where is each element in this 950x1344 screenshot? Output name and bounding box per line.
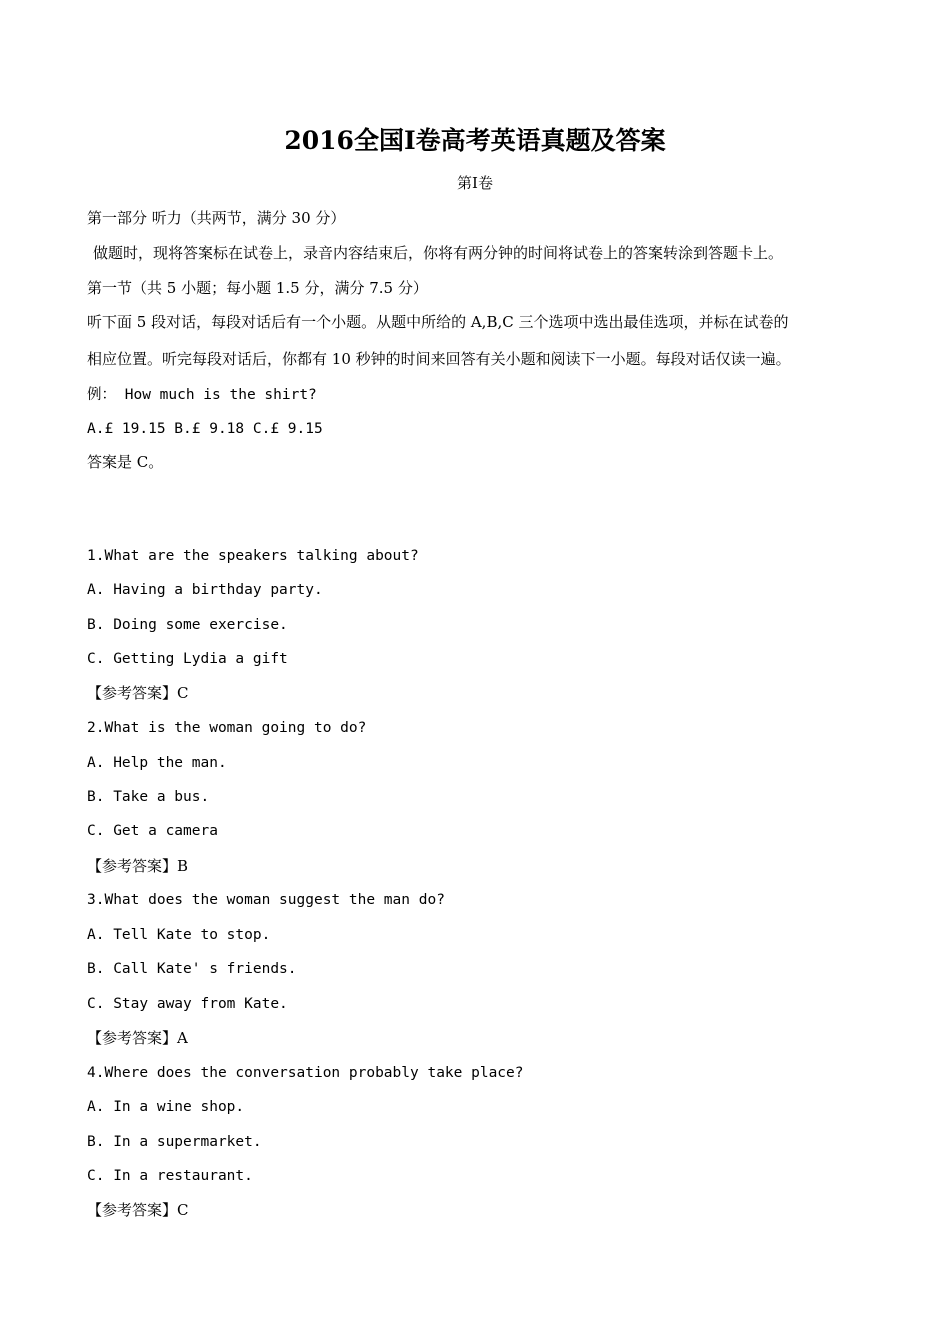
section-heading: 第一节（共 5 小题；每小题 1.5 分，满分 7.5 分） xyxy=(87,279,428,297)
question-3-option-b: B. Call Kate' s friends. xyxy=(87,961,297,977)
directions-line-2: 相应位置。听完每段对话后，你都有 10 秒钟的时间来回答有关小题和阅读下一小题。每段对话仅读一遍。 xyxy=(87,350,791,368)
example-question: 例： How much is the shirt? xyxy=(87,387,317,403)
question-4: 4.Where does the conversation probably take place? xyxy=(87,1065,524,1081)
question-2-answer: 【参考答案】B xyxy=(87,857,189,875)
question-2-option-b: B. Take a bus. xyxy=(87,789,210,805)
example-answer: 答案是 C。 xyxy=(87,453,164,471)
question-1-option-c: C. Getting Lydia a gift xyxy=(87,651,288,667)
question-1: 1.What are the speakers talking about? xyxy=(87,548,419,564)
instruction-text: 做题时，现将答案标在试卷上，录音内容结束后，你将有两分钟的时间将试卷上的答案转涂到答题卡上。 xyxy=(93,244,784,262)
directions-line-1: 听下面 5 段对话，每段对话后有一个小题。从题中所给的 A,B,C 三个选项中选出最佳选项，并标在试卷的 xyxy=(87,313,789,331)
question-3-option-a: A. Tell Kate to stop. xyxy=(87,927,271,943)
volume-label: 第I卷 xyxy=(457,174,493,192)
question-1-option-b: B. Doing some exercise. xyxy=(87,617,288,633)
question-4-option-b: B. In a supermarket. xyxy=(87,1134,262,1150)
question-4-option-a: A. In a wine shop. xyxy=(87,1099,245,1115)
question-3-option-c: C. Stay away from Kate. xyxy=(87,996,288,1012)
example-options: A.£ 19.15 B.£ 9.18 C.£ 9.15 xyxy=(87,421,323,437)
question-3-answer: 【参考答案】A xyxy=(87,1029,188,1047)
question-4-option-c: C. In a restaurant. xyxy=(87,1168,253,1184)
part-heading: 第一部分 听力（共两节，满分 30 分） xyxy=(87,209,346,227)
question-3: 3.What does the woman suggest the man do? xyxy=(87,892,445,908)
question-1-answer: 【参考答案】C xyxy=(87,684,189,702)
question-4-answer: 【参考答案】C xyxy=(87,1201,189,1219)
page-title: 2016全国I卷高考英语真题及答案 xyxy=(284,126,666,155)
question-2-option-a: A. Help the man. xyxy=(87,755,227,771)
question-2-option-c: C. Get a camera xyxy=(87,823,218,839)
question-1-option-a: A. Having a birthday party. xyxy=(87,582,323,598)
question-2: 2.What is the woman going to do? xyxy=(87,720,367,736)
